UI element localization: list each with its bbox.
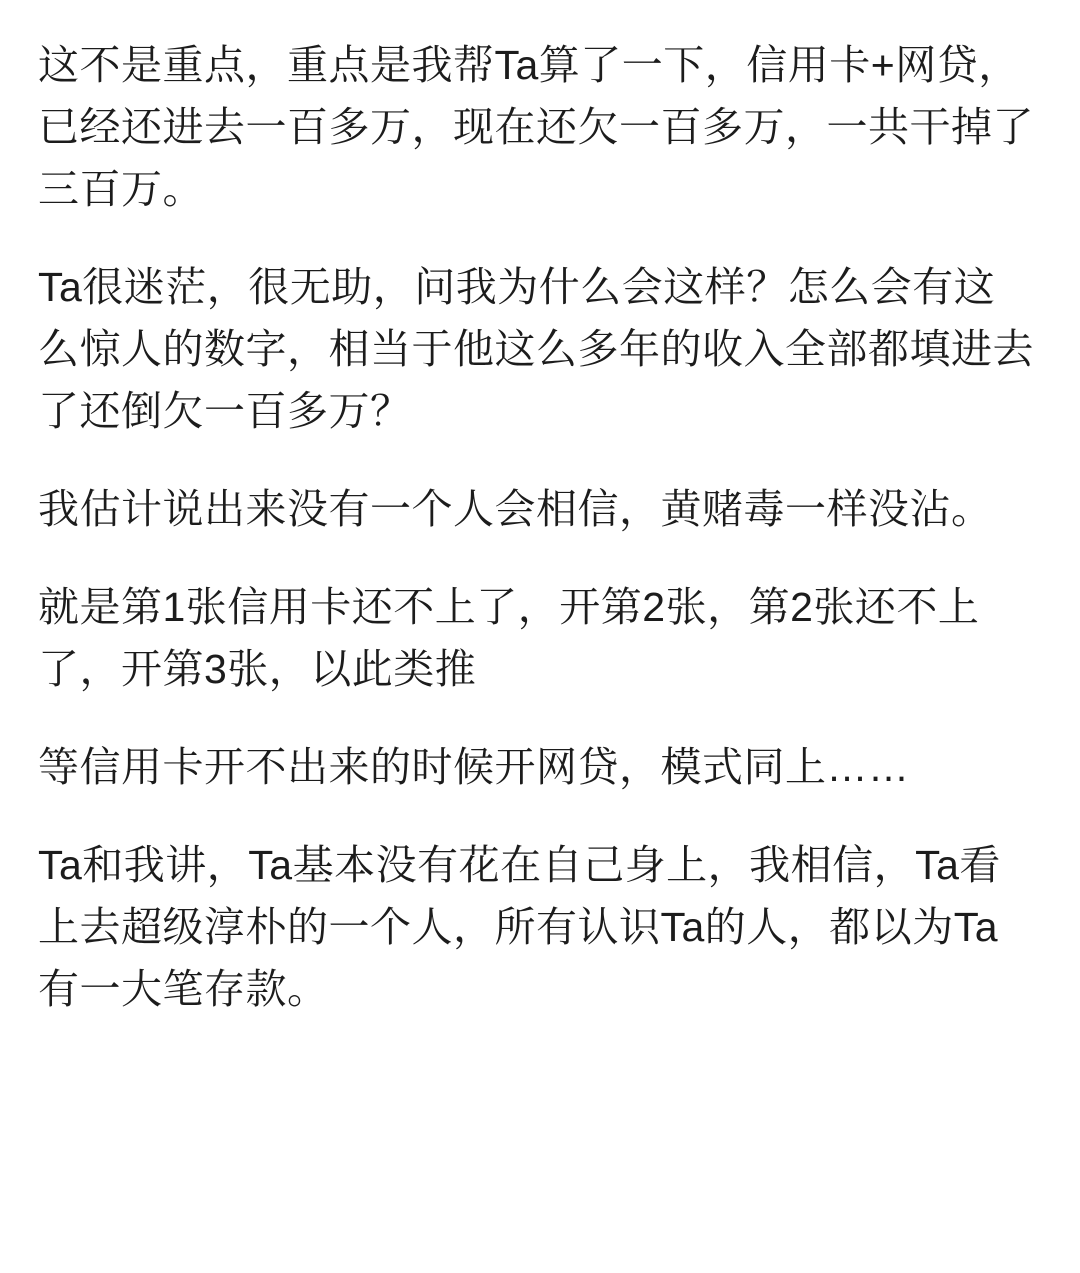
paragraph-6: Ta和我讲，Ta基本没有花在自己身上，我相信，Ta看上去超级淳朴的一个人，所有认识Ta的人，都以为Ta有一大笔存款。	[38, 842, 1001, 1012]
paragraph-3: 我估计说出来没有一个人会相信，黄赌毒一样没沾。	[38, 486, 993, 532]
paragraph-2: Ta很迷茫，很无助，问我为什么会这样？怎么会有这么惊人的数字，相当于他这么多年的收入全部都填进去了还倒欠一百多万？	[38, 264, 1034, 434]
paragraph-4: 就是第1张信用卡还不上了，开第2张，第2张还不上了，开第3张，以此类推	[38, 584, 980, 692]
paragraph-5: 等信用卡开不出来的时候开网贷，模式同上……	[38, 744, 910, 790]
paragraph-1: 这不是重点，重点是我帮Ta算了一下，信用卡+网贷，已经还进去一百多万，现在还欠一百多万，一共干掉了三百万。	[38, 42, 1034, 212]
